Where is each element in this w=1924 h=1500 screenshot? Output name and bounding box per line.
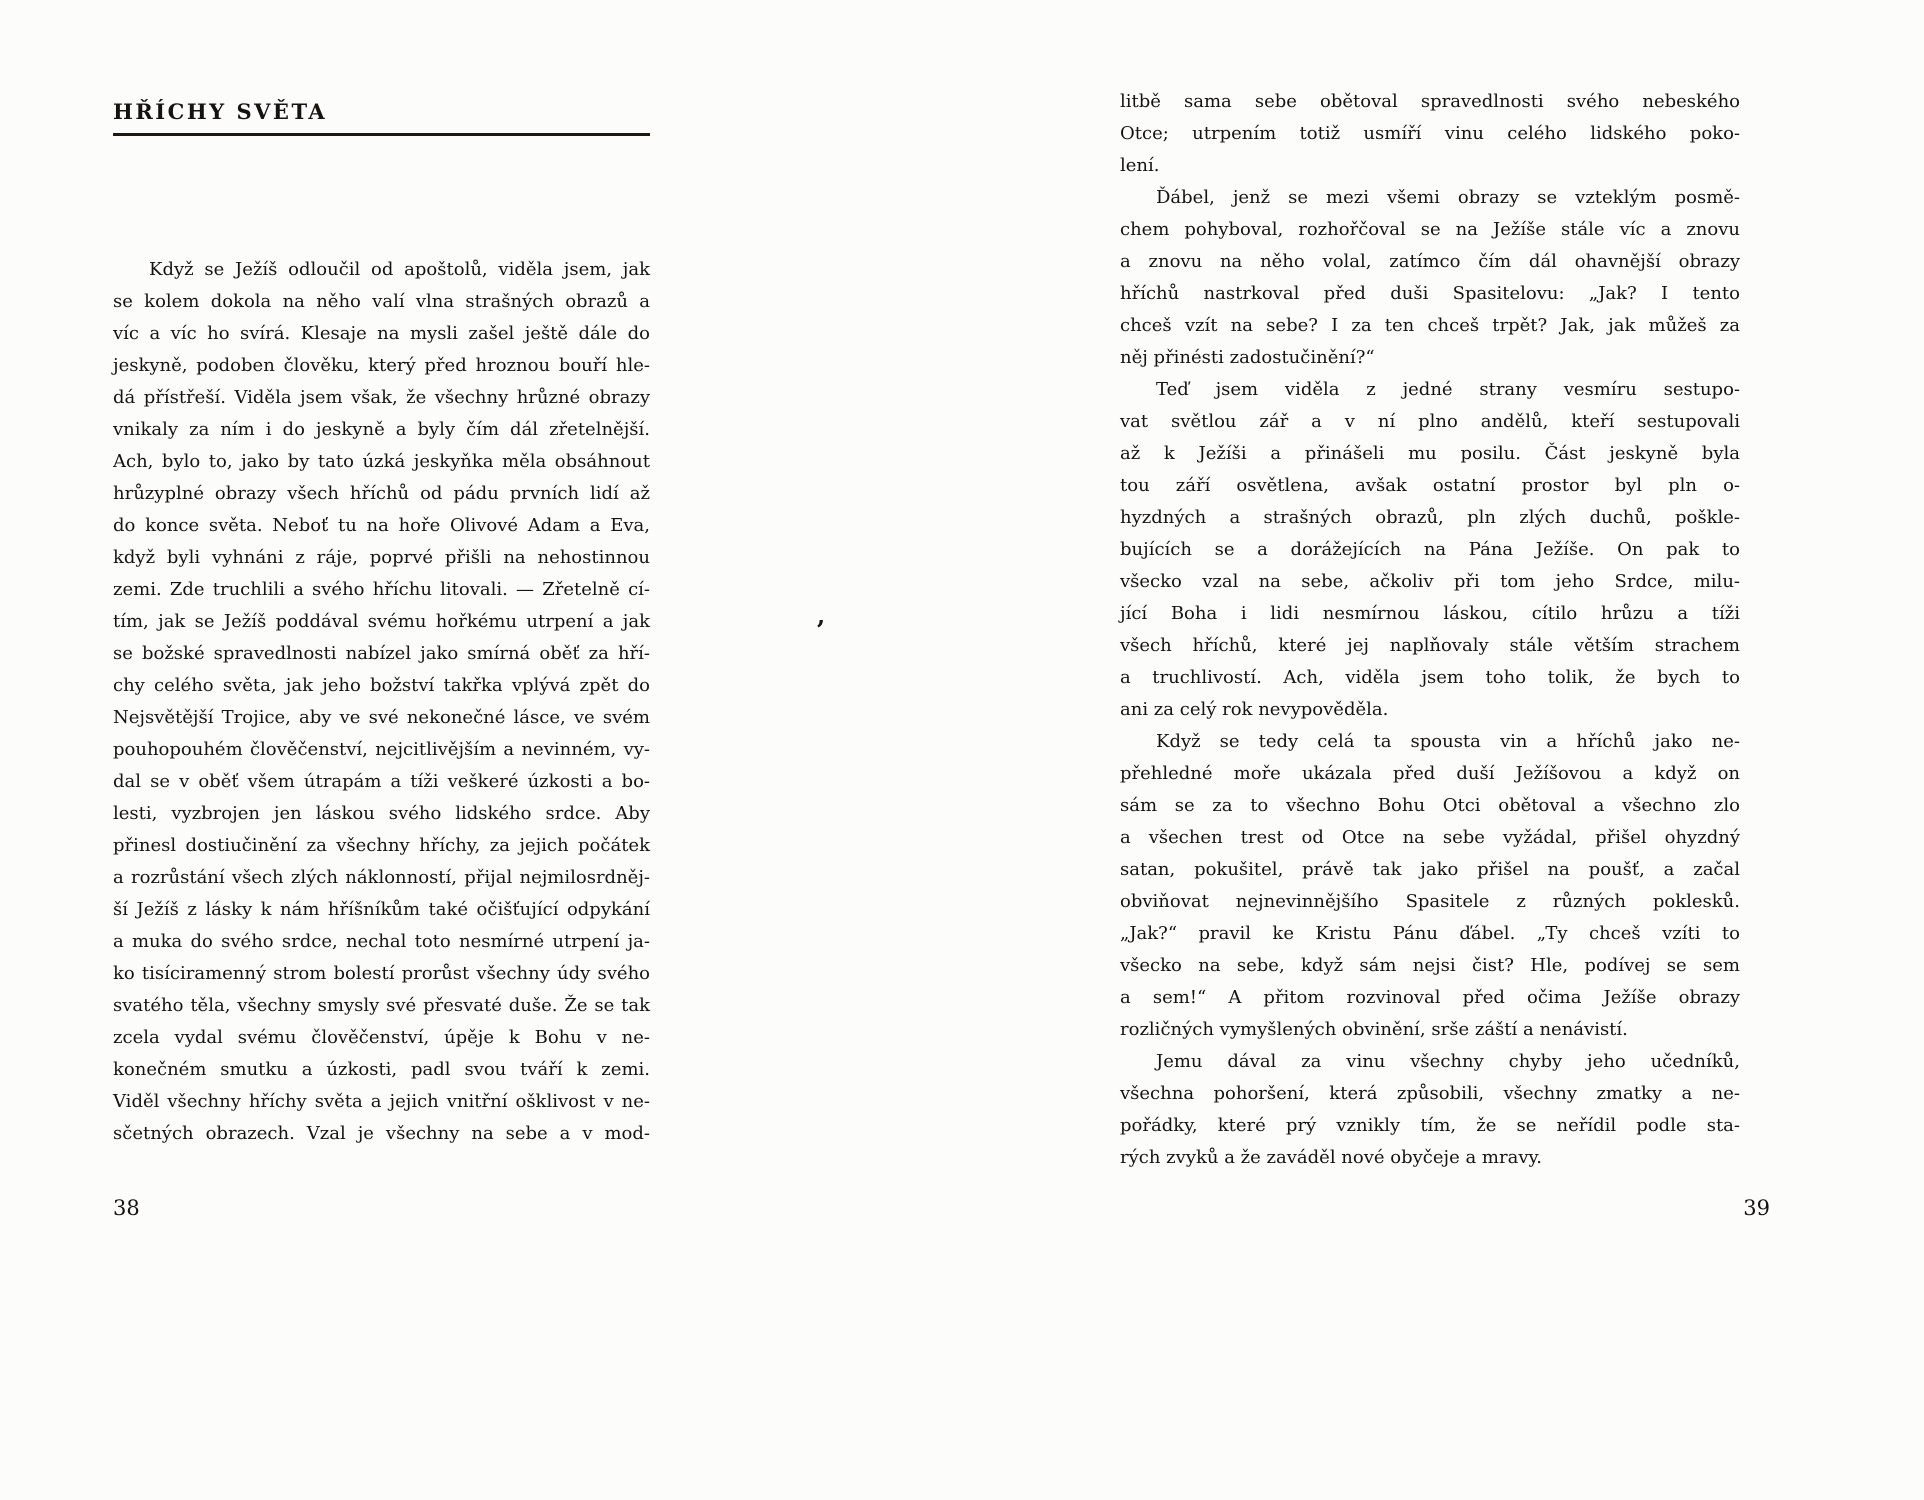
text-line: Nejsvětější Trojice, aby ve své nekonečné lásce, ve svém (113, 707, 650, 728)
text-line: lesti, vyzbrojen jen láskou svého lidského srdce. Aby (113, 803, 650, 824)
text-line: lení. (1120, 155, 1160, 176)
text-line: hrůzyplné obrazy všech hříchů od pádu prvních lidí až (113, 483, 650, 504)
text-line: do konce světa. Neboť tu na hoře Olivové Adam a Eva, (113, 515, 650, 536)
text-line: hyzdných a strašných obrazů, pln zlých duchů, poškle- (1120, 507, 1740, 528)
text-line: zcela vydal svému člověčenství, úpěje k Bohu v ne- (113, 1027, 650, 1048)
text-line: vat světlou zář a v ní plno andělů, kteří sestupovali (1120, 411, 1740, 432)
text-line: ko tisíciramenný strom bolestí prorůst všechny údy svého (113, 963, 650, 984)
text-line: se božské spravedlnosti nabízel jako smírná oběť za hří- (113, 643, 650, 664)
text-line: a truchlivostí. Ach, viděla jsem toho tolik, že bych to (1120, 667, 1740, 688)
text-line: Když se Ježíš odloučil od apoštolů, viděla jsem, jak (149, 259, 650, 280)
text-line: ani za celý rok nevypověděla. (1120, 699, 1389, 720)
text-line: ší Ježíš z lásky k nám hříšníkům také očišťující odpykání (113, 899, 650, 920)
text-line: až k Ježíši a přinášeli mu posilu. Část jeskyně byla (1120, 443, 1740, 464)
text-line: chy celého světa, jak jeho božství takřka vplývá zpět do (113, 675, 650, 696)
text-line: jeskyně, podoben člověku, který před hroznou bouří hle- (113, 355, 650, 376)
gutter-ink-mark: ’ (816, 616, 826, 646)
text-line: všecko na sebe, když sám nejsi čist? Hle, podívej se sem (1120, 955, 1740, 976)
text-line: a sem!“ A přitom rozvinoval před očima Ježíše obrazy (1120, 987, 1740, 1008)
text-line: Teď jsem viděla z jedné strany vesmíru sestupo- (1156, 379, 1740, 400)
paragraph (1120, 1046, 1740, 1174)
text-line: něj přinésti zadostučinění?“ (1120, 347, 1375, 368)
text-line: satan, pokušitel, právě tak jako přišel na poušť, a začal (1120, 859, 1740, 880)
paragraph (1120, 374, 1740, 726)
left-page-text (113, 254, 650, 1150)
text-line: tím, jak se Ježíš poddával svému hořkému utrpení a jak (113, 611, 650, 632)
text-line: sčetných obrazech. Vzal je všechny na sebe a v mod- (113, 1123, 650, 1144)
chapter-title: HŘÍCHY SVĚTA (113, 99, 328, 124)
text-line: všech hříchů, které jej naplňovaly stále větším strachem (1120, 635, 1740, 656)
right-page-text (1120, 86, 1740, 1174)
paragraph (113, 254, 650, 1150)
text-line: Jemu dával za vinu všechny chyby jeho učedníků, (1156, 1051, 1740, 1072)
text-line: „Jak?“ pravil ke Kristu Pánu ďábel. „Ty chceš vzíti to (1120, 923, 1740, 944)
text-line: pouhopouhém člověčenství, nejcitlivějším a nevinném, vy- (113, 739, 650, 760)
header-rule (113, 133, 650, 136)
text-line: vnikaly za ním i do jeskyně a byly čím dál zřetelnější. (113, 419, 650, 440)
paragraph (1120, 726, 1740, 1046)
text-line: Když se tedy celá ta spousta vin a hříchů jako ne- (1156, 731, 1740, 752)
left-page-number: 38 (113, 1196, 140, 1220)
text-line: bujících se a dorážejících na Pána Ježíše. On pak to (1120, 539, 1740, 560)
text-line: všechna pohoršení, která způsobili, všechny zmatky a ne- (1120, 1083, 1740, 1104)
text-line: a znovu na něho volal, zatímco čím dál ohavnější obrazy (1120, 251, 1740, 272)
text-line: litbě sama sebe obětoval spravedlnosti svého nebeského (1120, 91, 1740, 112)
text-line: když byli vyhnáni z ráje, poprvé přišli na nehostinnou (113, 547, 650, 568)
text-line: chceš vzít na sebe? I za ten chceš trpět? Jak, jak můžeš za (1120, 315, 1740, 336)
text-line: dal se v oběť všem útrapám a tíži veškeré úzkosti a bo- (113, 771, 650, 792)
text-line: chem pohyboval, rozhořčoval se na Ježíše stále víc a znovu (1120, 219, 1740, 240)
text-line: a všechen trest od Otce na sebe vyžádal, přišel ohyzdný (1120, 827, 1740, 848)
text-line: pořádky, které prý vznikly tím, že se neřídil podle sta- (1120, 1115, 1740, 1136)
text-line: a rozrůstání všech zlých náklonností, přijal nejmilosrdněj- (113, 867, 650, 888)
text-line: jící Boha i lidi nesmírnou láskou, cítilo hrůzu a tíži (1120, 603, 1740, 624)
text-line: dá přístřeší. Viděla jsem však, že všechny hrůzné obrazy (113, 387, 650, 408)
text-line: přinesl dostiučinění za všechny hříchy, za jejich počátek (113, 835, 650, 856)
right-page-number: 39 (1743, 1196, 1770, 1220)
chapter-header (113, 99, 650, 136)
paragraph (1120, 86, 1740, 182)
text-line: Otce; utrpením totiž usmíří vinu celého lidského poko- (1120, 123, 1740, 144)
text-line: Ďábel, jenž se mezi všemi obrazy se vzteklým posmě- (1156, 187, 1740, 208)
text-line: a muka do svého srdce, nechal toto nesmírné utrpení ja- (113, 931, 650, 952)
text-line: rozličných vymyšlených obvinění, srše záští a nenávistí. (1120, 1019, 1628, 1040)
text-line: víc a víc ho svírá. Klesaje na mysli zašel ještě dále do (113, 323, 650, 344)
text-line: sám se za to všechno Bohu Otci obětoval a všechno zlo (1120, 795, 1740, 816)
text-line: všecko vzal na sebe, ačkoliv při tom jeho Srdce, milu- (1120, 571, 1740, 592)
text-line: tou září osvětlena, avšak ostatní prostor byl pln o- (1120, 475, 1740, 496)
text-line: Ach, bylo to, jako by tato úzká jeskyňka měla obsáhnout (113, 451, 650, 472)
text-line: rých zvyků a že zaváděl nové obyčeje a mravy. (1120, 1147, 1543, 1168)
paragraph (1120, 182, 1740, 374)
text-line: svatého těla, všechny smysly své přesvaté duše. Že se tak (113, 995, 650, 1016)
text-line: přehledné moře ukázala před duší Ježíšovou a když on (1120, 763, 1740, 784)
text-line: obviňovat nejnevinnějšího Spasitele z různých poklesků. (1120, 891, 1740, 912)
text-line: Viděl všechny hříchy světa a jejich vnitřní ošklivost v ne- (113, 1091, 650, 1112)
text-line: se kolem dokola na něho valí vlna strašných obrazů a (113, 291, 650, 312)
text-line: zemi. Zde truchlili a svého hříchu litovali. — Zřetelně cí- (113, 579, 650, 600)
text-line: konečném smutku a úzkosti, padl svou tváří k zemi. (113, 1059, 650, 1080)
text-line: hříchů nastrkoval před duši Spasitelovu: „Jak? I tento (1120, 283, 1740, 304)
